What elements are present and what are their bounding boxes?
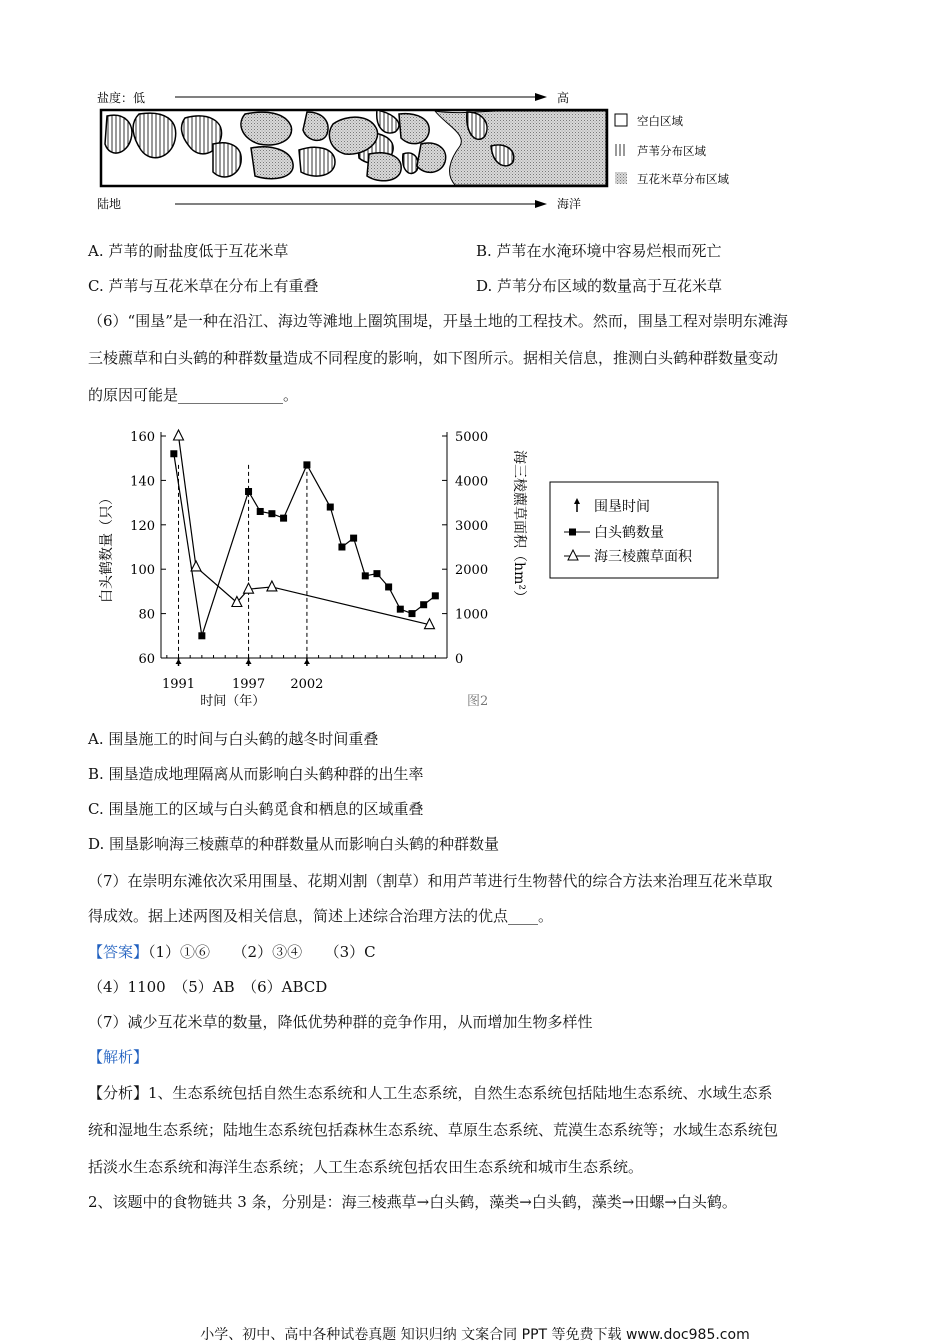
crane-count-point (408, 610, 415, 617)
q6-stem-line2: 三棱藨草和白头鹤的种群数量造成不同程度的影响，如下图所示。据相关信息，推测白头鹤种群数量变动 (88, 349, 779, 367)
crane-count-point (198, 632, 205, 639)
analysis-line1: 【分析】1、生态系统包括自然生态系统和人工生态系统，自然生态系统包括陆地生态系统、水域生态系 (88, 1084, 773, 1102)
crane-count-point (338, 544, 345, 551)
legend-reclamation: 围垦时间 (594, 499, 650, 515)
salinity-low-label: 盐度：低 (97, 91, 146, 105)
crane-count-point (280, 515, 287, 522)
legend-blank: 空白区域 (637, 114, 683, 128)
legend-spartina: 互花米草分布区域 (637, 172, 729, 186)
sedge-area-point (174, 430, 184, 440)
legend-spartina-swatch (615, 172, 627, 184)
y-right-tick-label: 1000 (455, 607, 489, 623)
legend-reed: 芦苇分布区域 (637, 144, 706, 158)
legend-reed-swatch (615, 144, 627, 156)
x-axis-label: 时间（年） (200, 694, 266, 708)
crane-count-point (245, 488, 252, 495)
answer-row3: （7）减少互花米草的数量，降低优势种群的竞争作用，从而增加生物多样性 (88, 1013, 593, 1031)
distribution-figure (95, 84, 755, 216)
page-footer: 小学、初中、高中各种试卷真题 知识归纳 文案合同 PPT 等免费下载 www.doc985.com (200, 1327, 750, 1343)
y-left-tick-label: 100 (130, 563, 155, 579)
reclamation-arrowhead (304, 659, 310, 664)
y-right-tick-label: 5000 (455, 430, 489, 445)
q6-option-c: C. 围垦施工的区域与白头鹤觅食和栖息的区域重叠 (88, 800, 424, 818)
x-tick-label: 1997 (232, 677, 266, 692)
q6-option-a: A. 围垦施工的时间与白头鹤的越冬时间重叠 (88, 730, 379, 748)
q5-option-d: D. 芦苇分布区域的数量高于互花米草 (476, 277, 723, 295)
y-right-tick-label: 4000 (455, 474, 489, 490)
answer-row1: （1）①⑥ （2）③④ （3）C (148, 943, 376, 961)
y-left-tick-label: 120 (130, 518, 155, 534)
y-left-tick-label: 60 (138, 652, 155, 667)
figure-label: 图2 (467, 694, 489, 708)
ocean-label: 海洋 (557, 197, 582, 211)
crane-count-point (170, 450, 177, 457)
reclamation-chart (95, 420, 735, 708)
answer-tag: 【答案】 (88, 943, 149, 961)
analysis-tag: 【解析】 (88, 1048, 149, 1066)
q6-stem-line3: 的原因可能是______________。 (88, 386, 299, 404)
crane-count-point (420, 601, 427, 608)
x-tick-label: 1991 (161, 677, 196, 692)
legend-sedge: 海三棱藨草面积 (594, 549, 692, 565)
crane-count-point (257, 508, 264, 515)
legend-crane: 白头鹤数量 (594, 525, 664, 541)
analysis-line4: 2、该题中的食物链共 3 条，分别是：海三棱燕草→白头鹤，藻类→白头鹤，藻类→田螺→白头鹤。 (88, 1193, 737, 1211)
y-right-tick-label: 2000 (455, 563, 489, 579)
q6-stem-line1: （6）“围垦”是一种在沿江、海边等滩地上圈筑围堤，开垦土地的工程技术。然而，围垦工程对崇明东滩海 (88, 312, 788, 330)
crane-count-point (373, 570, 380, 577)
y-left-axis-label: 白头鹤数量（只） (99, 491, 115, 603)
crane-count-point (397, 606, 404, 613)
crane-count-point (385, 583, 392, 590)
y-right-axis-label: 海三棱藨草面积（hm²） (511, 450, 527, 604)
crane-count-line (174, 454, 435, 636)
q5-option-a: A. 芦苇的耐盐度低于互花米草 (88, 242, 289, 260)
y-left-tick-label: 160 (130, 430, 155, 445)
y-left-tick-label: 140 (130, 474, 155, 490)
sedge-area-point (244, 583, 254, 593)
crane-count-point (327, 504, 334, 511)
crane-count-point (268, 510, 275, 517)
land-label: 陆地 (97, 197, 122, 211)
legend-crane-marker (569, 529, 576, 536)
answer-block-row1 (88, 942, 376, 962)
q5-option-b: B. 芦苇在水淹环境中容易烂根而死亡 (476, 242, 722, 260)
sedge-area-point (191, 561, 201, 571)
reclamation-arrowhead (176, 659, 182, 664)
analysis-line2: 统和湿地生态系统；陆地生态系统包括森林生态系统、草原生态系统、荒漠生态系统等；水域生态系统包 (88, 1121, 779, 1139)
crane-count-point (362, 572, 369, 579)
crane-count-point (432, 592, 439, 599)
crane-count-point (303, 461, 310, 468)
q6-option-b: B. 围垦造成地理隔离从而影响白头鹤种群的出生率 (88, 765, 424, 783)
sedge-area-point (267, 581, 277, 591)
salinity-high-label: 高 (557, 91, 570, 105)
q6-option-d: D. 围垦影响海三棱藨草的种群数量从而影响白头鹤的种群数量 (88, 835, 500, 853)
q7-stem-line2: 得成效。据上述两图及相关信息，简述上述综合治理方法的优点____。 (88, 907, 554, 925)
x-tick-label: 2002 (290, 677, 324, 692)
crane-count-point (350, 535, 357, 542)
y-right-tick-label: 3000 (455, 518, 489, 534)
answer-row2: （4）1100 （5）AB （6）ABCD (88, 978, 328, 996)
legend-blank-swatch (615, 114, 627, 126)
q7-stem-line1: （7）在崇明东滩依次采用围垦、花期刈割（割草）和用芦苇进行生物替代的综合方法来治理互花米草取 (88, 872, 773, 890)
analysis-line3: 括淡水生态系统和海洋生态系统；人工生态系统包括农田生态系统和城市生态系统。 (88, 1158, 644, 1176)
y-right-tick-label: 0 (455, 652, 464, 667)
y-left-tick-label: 80 (138, 607, 155, 623)
q5-option-c: C. 芦苇与互花米草在分布上有重叠 (88, 277, 319, 295)
reclamation-arrowhead (246, 659, 252, 664)
